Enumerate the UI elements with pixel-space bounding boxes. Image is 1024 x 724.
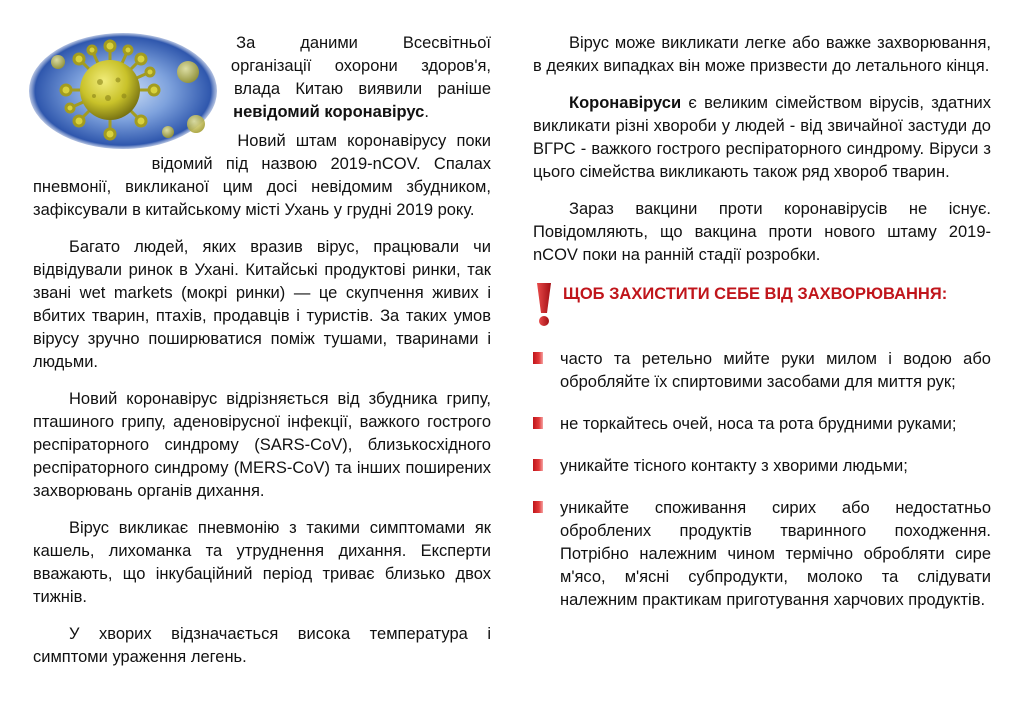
tip-text: не торкайтесь очей, носа та рота брудними руками;	[560, 415, 957, 433]
left-column	[33, 32, 491, 683]
paragraph-severity: Вірус може викликати легке або важке захворювання, в деяких випадках він може призвести до летального кінця.	[533, 34, 991, 75]
intro-block	[33, 32, 491, 222]
red-square-bullet-icon	[533, 352, 543, 364]
tip-text: часто та ретельно мийте руки милом і водою або обробляйте їх спиртовими засобами для миття рук;	[560, 350, 991, 391]
paragraph-temperature: У хворих відзначається висока температура і симптоми ураження легень.	[33, 625, 491, 666]
intro-text-end: .	[424, 103, 429, 121]
unknown-coronavirus-highlight: невідомий коронавірус	[233, 103, 425, 121]
tip-text: уникайте тісного контакту з хворими людьми;	[560, 457, 908, 475]
paragraph-vaccine: Зараз вакцини проти коронавірусів не існує. Повідомляють, що вакцина проти нового штаму 2019-nCOV поки на ранній стадії розробки.	[533, 200, 991, 264]
prevention-tips-list	[533, 348, 991, 612]
paragraph-symptoms: Вірус викликає пневмонію з такими симптомами як кашель, лихоманка та утруднення дихання. Експерти вважають, що інкубаційний період триває близько двох тижнів.	[33, 519, 491, 606]
intro-paragraph-2: Новий штам коронавірусу поки відомий під назвою 2019-nCOV. Спалах пневмонії, викликаної цим досі невідомим збудником, зафіксували в китайському місті Ухань у грудні 2019 року.	[33, 132, 491, 219]
list-item	[533, 413, 991, 436]
warning-heading: ЩОБ ЗАХИСТИТИ СЕБЕ ВІД ЗАХВОРЮВАННЯ:	[563, 285, 948, 303]
paragraph-wet-markets: Багато людей, яких вразив вірус, працювали чи відвідували ринок в Ухані. Китайські продуктові ринки, так звані wet markets (мокрі ринки) — це скупчення живих і вбитих тварин, птахів, продавців і туристів. За таких умов вірусу зручно поширюватися поміж тушами, тваринами і людьми.	[33, 238, 491, 371]
coronavirus-illustration	[28, 32, 218, 150]
list-item	[533, 348, 991, 394]
red-square-bullet-icon	[533, 417, 543, 429]
coronaviruses-bold: Коронавіруси	[569, 94, 682, 112]
warning-block	[533, 281, 991, 334]
paragraph-differences: Новий коронавірус відрізняється від збудника грипу, пташиного грипу, аденовірусної інфекції, важкого гострого респіраторного синдрому (SARS-CoV), близькосхідного респіраторного синдрому (MERS-CoV) та інших поширених захворювань органів дихання.	[33, 390, 491, 500]
exclamation-icon	[533, 281, 563, 334]
coronaviruses-description: є великим сімейством вірусів, здатних викликати різні хвороби у людей - від звичайної застуди до ВГРС - важкого гострого респіраторного синдрому. Віруси з цього сімейства викликають також ряд хвороб тварин.	[533, 94, 991, 181]
right-column	[533, 32, 991, 631]
red-square-bullet-icon	[533, 459, 543, 471]
list-item	[533, 497, 991, 612]
red-square-bullet-icon	[533, 501, 543, 513]
list-item	[533, 455, 991, 478]
intro-text: За даними Всесвітньої організації охорони здоров'я, влада Китаю виявили раніше	[230, 34, 491, 98]
paragraph-coronaviruses	[533, 92, 991, 184]
tip-text: уникайте споживання сирих або недостатньо оброблених продуктів тваринного походження. Потрібно належним чином термічно обробляти сире м'ясо, м'ясні субпродукти, молоко та слідувати належним практикам приготування харчових продуктів.	[560, 499, 991, 609]
